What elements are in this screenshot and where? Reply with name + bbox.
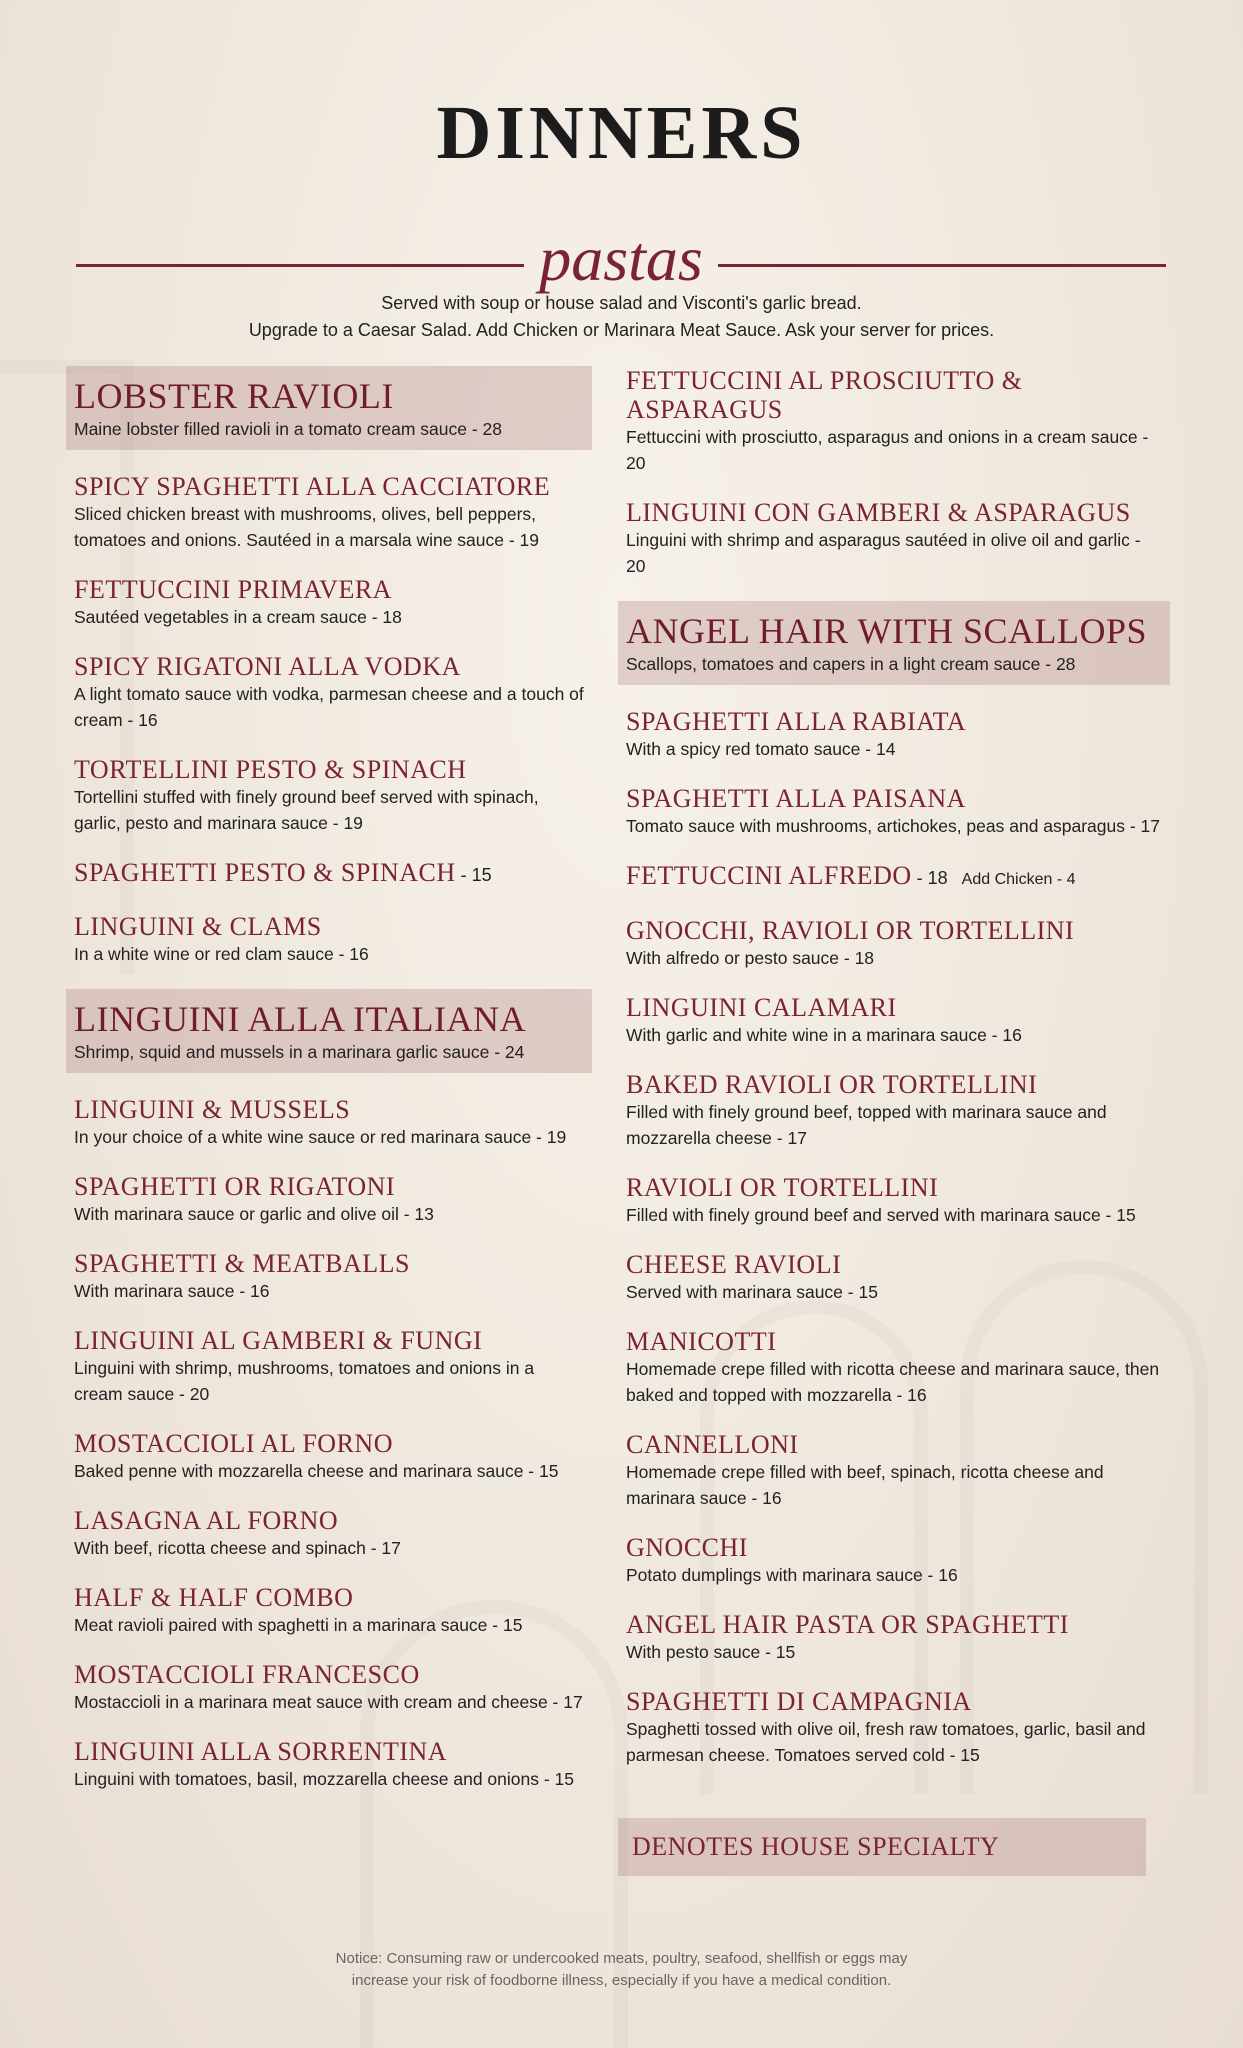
menu-item-title: LINGUINI & CLAMS bbox=[74, 912, 322, 941]
menu-item-title: ANGEL HAIR WITH SCALLOPS bbox=[626, 611, 1147, 651]
menu-item bbox=[66, 575, 592, 630]
menu-item-title: LINGUINI CALAMARI bbox=[626, 993, 897, 1022]
menu-item-description: With a spicy red tomato sauce - 14 bbox=[626, 739, 896, 759]
menu-item-name bbox=[74, 1429, 584, 1458]
menu-item-name bbox=[74, 1095, 584, 1124]
menu-item bbox=[66, 472, 592, 553]
menu-item-name bbox=[626, 784, 1162, 813]
menu-item bbox=[618, 1173, 1170, 1228]
menu-item-description: Maine lobster filled ravioli in a tomato cream sauce - 28 bbox=[74, 419, 502, 439]
menu-item-title: SPICY RIGATONI ALLA VODKA bbox=[74, 652, 461, 681]
menu-item bbox=[66, 1583, 592, 1638]
menu-item-title: GNOCCHI bbox=[626, 1533, 748, 1562]
menu-item-title: LINGUINI CON GAMBERI & ASPARAGUS bbox=[626, 498, 1131, 527]
menu-item-title: CHEESE RAVIOLI bbox=[626, 1250, 842, 1279]
menu-item-description: Fettuccini with prosciutto, asparagus and onions in a cream sauce - 20 bbox=[626, 427, 1149, 473]
menu-item-title: LOBSTER RAVIOLI bbox=[74, 376, 394, 416]
menu-item-description: Mostaccioli in a marinara meat sauce with cream and cheese - 17 bbox=[74, 1692, 583, 1712]
menu-item bbox=[618, 993, 1170, 1048]
menu-item-description: In your choice of a white wine sauce or red marinara sauce - 19 bbox=[74, 1127, 567, 1147]
menu-item-name bbox=[626, 916, 1162, 945]
menu-item bbox=[66, 1326, 592, 1407]
menu-item bbox=[66, 1737, 592, 1792]
menu-item-specialty bbox=[618, 601, 1170, 685]
menu-item-title: GNOCCHI, RAVIOLI OR TORTELLINI bbox=[626, 916, 1075, 945]
menu-item-price: - 15 bbox=[455, 865, 492, 885]
menu-item-title: ANGEL HAIR PASTA OR SPAGHETTI bbox=[626, 1610, 1069, 1639]
menu-item-name bbox=[626, 861, 1162, 894]
menu-item-description: Homemade crepe filled with ricotta cheese and marinara sauce, then baked and topped with mozzarella - 16 bbox=[626, 1359, 1160, 1405]
section-rule-right bbox=[718, 264, 1166, 267]
menu-item-title: LASAGNA AL FORNO bbox=[74, 1506, 339, 1535]
menu-item-title: SPAGHETTI ALLA RABIATA bbox=[626, 707, 967, 736]
menu-item-description: Baked penne with mozzarella cheese and marinara sauce - 15 bbox=[74, 1461, 559, 1481]
menu-item-name bbox=[626, 1610, 1162, 1639]
menu-item-name bbox=[626, 1687, 1162, 1716]
menu-item-title: FETTUCCINI AL PROSCIUTTO & ASPARAGUS bbox=[626, 366, 1023, 424]
intro-line: Served with soup or house salad and Visconti's garlic bread. bbox=[381, 293, 862, 313]
menu-item-name bbox=[74, 1506, 584, 1535]
menu-item-description: Served with marinara sauce - 15 bbox=[626, 1282, 878, 1302]
menu-item bbox=[618, 1610, 1170, 1665]
menu-item-name bbox=[74, 1326, 584, 1355]
menu-item-name bbox=[74, 999, 584, 1039]
menu-item-title: LINGUINI ALLA SORRENTINA bbox=[74, 1737, 448, 1766]
menu-item-description: Spaghetti tossed with olive oil, fresh raw tomatoes, garlic, basil and parmesan cheese. Tomatoes served cold - 15 bbox=[626, 1719, 1146, 1765]
menu-item-title: SPAGHETTI PESTO & SPINACH bbox=[74, 858, 456, 887]
section-title: pastas bbox=[539, 223, 703, 294]
menu-item-description: Linguini with tomatoes, basil, mozzarella cheese and onions - 15 bbox=[74, 1769, 575, 1789]
section-header bbox=[76, 223, 1166, 298]
section-rule-left bbox=[76, 264, 524, 267]
menu-item-title: MOSTACCIOLI FRANCESCO bbox=[74, 1660, 420, 1689]
legend-label: DENOTES HOUSE SPECIALTY bbox=[632, 1832, 1000, 1861]
menu-item bbox=[618, 1070, 1170, 1151]
menu-item-name bbox=[626, 1173, 1162, 1202]
menu-item bbox=[618, 1687, 1170, 1768]
menu-item-description: With alfredo or pesto sauce - 18 bbox=[626, 948, 875, 968]
menu-item bbox=[618, 498, 1170, 579]
menu-item-title: FETTUCCINI PRIMAVERA bbox=[74, 575, 392, 604]
menu-column-right bbox=[618, 366, 1170, 1790]
menu-item bbox=[66, 755, 592, 836]
menu-item-description: With marinara sauce - 16 bbox=[74, 1281, 270, 1301]
menu-item bbox=[618, 366, 1170, 476]
menu-item-title: FETTUCCINI ALFREDO bbox=[626, 861, 912, 890]
menu-item-name bbox=[74, 1583, 584, 1612]
menu-item-description: Scallops, tomatoes and capers in a light cream sauce - 28 bbox=[626, 654, 1076, 674]
menu-item bbox=[618, 1250, 1170, 1305]
menu-item bbox=[66, 1249, 592, 1304]
menu-item-specialty bbox=[66, 989, 592, 1073]
menu-item-price: - 18 bbox=[911, 868, 948, 888]
menu-item-title: BAKED RAVIOLI OR TORTELLINI bbox=[626, 1070, 1038, 1099]
menu-item-title: MANICOTTI bbox=[626, 1327, 777, 1356]
menu-item-name bbox=[626, 1327, 1162, 1356]
menu-item-name bbox=[74, 1249, 584, 1278]
menu-item-description: With pesto sauce - 15 bbox=[626, 1642, 796, 1662]
menu-item bbox=[66, 1660, 592, 1715]
health-notice bbox=[0, 1948, 1243, 1992]
page-title: DINNERS bbox=[436, 91, 807, 175]
menu-item-name bbox=[626, 1533, 1162, 1562]
notice-line: increase your risk of foodborne illness, especially if you have a medical condition. bbox=[351, 1972, 892, 1989]
menu-item-description: With marinara sauce or garlic and olive oil - 13 bbox=[74, 1204, 434, 1224]
menu-item bbox=[66, 1506, 592, 1561]
menu-item-name bbox=[626, 707, 1162, 736]
menu-item bbox=[66, 858, 592, 890]
menu-item-title: CANNELLONI bbox=[626, 1430, 799, 1459]
menu-item-description: With garlic and white wine in a marinara sauce - 16 bbox=[626, 1025, 1022, 1045]
menu-item-description: Meat ravioli paired with spaghetti in a marinara sauce - 15 bbox=[74, 1615, 523, 1635]
menu-item bbox=[618, 916, 1170, 971]
menu-item bbox=[618, 784, 1170, 839]
menu-item-title: RAVIOLI OR TORTELLINI bbox=[626, 1173, 939, 1202]
menu-item-title: SPAGHETTI & MEATBALLS bbox=[74, 1249, 411, 1278]
menu-item bbox=[618, 1327, 1170, 1408]
menu-item-name bbox=[74, 755, 584, 784]
menu-item-description: Sliced chicken breast with mushrooms, olives, bell peppers, tomatoes and onions. Sautéed in a marsala wine sauce - 19 bbox=[74, 504, 540, 550]
menu-item-title: SPICY SPAGHETTI ALLA CACCIATORE bbox=[74, 472, 551, 501]
menu-item-description: Homemade crepe filled with beef, spinach, ricotta cheese and marinara sauce - 16 bbox=[626, 1462, 1104, 1508]
menu-item-title: LINGUINI AL GAMBERI & FUNGI bbox=[74, 1326, 483, 1355]
menu-item-name bbox=[626, 1250, 1162, 1279]
menu-item-description: In a white wine or red clam sauce - 16 bbox=[74, 944, 369, 964]
intro-line: Upgrade to a Caesar Salad. Add Chicken or Marinara Meat Sauce. Ask your server for prices. bbox=[248, 320, 995, 340]
menu-item-name bbox=[74, 912, 584, 941]
menu-item-name bbox=[74, 575, 584, 604]
section-intro bbox=[0, 290, 1243, 344]
menu-item-name bbox=[626, 611, 1162, 651]
menu-item-name bbox=[74, 376, 584, 416]
menu-item-name bbox=[74, 1172, 584, 1201]
menu-column-left bbox=[66, 366, 592, 1814]
menu-item-title: HALF & HALF COMBO bbox=[74, 1583, 354, 1612]
menu-item-description: Linguini with shrimp, mushrooms, tomatoes and onions in a cream sauce - 20 bbox=[74, 1358, 535, 1404]
menu-item bbox=[66, 1429, 592, 1484]
menu-item-name bbox=[626, 498, 1162, 527]
menu-item-description: A light tomato sauce with vodka, parmesan cheese and a touch of cream - 16 bbox=[74, 684, 584, 730]
menu-item-description: Sautéed vegetables in a cream sauce - 18 bbox=[74, 607, 402, 627]
menu-item bbox=[618, 861, 1170, 894]
menu-item-name bbox=[74, 1737, 584, 1766]
menu-item-description: Linguini with shrimp and asparagus sautéed in olive oil and garlic - 20 bbox=[626, 530, 1141, 576]
menu-item-description: Potato dumplings with marinara sauce - 16 bbox=[626, 1565, 958, 1585]
menu-item-description: Filled with finely ground beef, topped with marinara sauce and mozzarella cheese - 17 bbox=[626, 1102, 1107, 1148]
menu-item-addon: Add Chicken - 4 bbox=[961, 871, 1076, 888]
menu-item-description: With beef, ricotta cheese and spinach - 17 bbox=[74, 1538, 401, 1558]
menu-item-title: LINGUINI ALLA ITALIANA bbox=[74, 999, 527, 1039]
menu-item-name bbox=[74, 1660, 584, 1689]
menu-item bbox=[66, 652, 592, 733]
menu-item-description: Tortellini stuffed with finely ground beef served with spinach, garlic, pesto and marinara sauce - 19 bbox=[74, 787, 539, 833]
menu-item-description: Tomato sauce with mushrooms, artichokes, peas and asparagus - 17 bbox=[626, 816, 1161, 836]
menu-item-name bbox=[626, 993, 1162, 1022]
menu-item-name bbox=[74, 652, 584, 681]
menu-item-name bbox=[626, 1430, 1162, 1459]
menu-item-description: Filled with finely ground beef and served with marinara sauce - 15 bbox=[626, 1205, 1136, 1225]
menu-item bbox=[618, 1430, 1170, 1511]
menu-item-title: TORTELLINI PESTO & SPINACH bbox=[74, 755, 467, 784]
menu-item-title: SPAGHETTI DI CAMPAGNIA bbox=[626, 1687, 972, 1716]
menu-item-title: SPAGHETTI OR RIGATONI bbox=[74, 1172, 396, 1201]
house-specialty-legend bbox=[618, 1818, 1146, 1876]
menu-item-specialty bbox=[66, 366, 592, 450]
menu-item-name bbox=[74, 858, 584, 890]
menu-item-name bbox=[74, 472, 584, 501]
menu-item-title: MOSTACCIOLI AL FORNO bbox=[74, 1429, 393, 1458]
menu-item-title: LINGUINI & MUSSELS bbox=[74, 1095, 351, 1124]
menu-item-name bbox=[626, 1070, 1162, 1099]
menu-item-description: Shrimp, squid and mussels in a marinara garlic sauce - 24 bbox=[74, 1042, 525, 1062]
menu-item bbox=[618, 707, 1170, 762]
menu-item bbox=[66, 1172, 592, 1227]
menu-item-title: SPAGHETTI ALLA PAISANA bbox=[626, 784, 966, 813]
menu-item bbox=[66, 912, 592, 967]
notice-line: Notice: Consuming raw or undercooked meats, poultry, seafood, shellfish or eggs may bbox=[335, 1950, 908, 1967]
menu-item bbox=[618, 1533, 1170, 1588]
menu-item-name bbox=[626, 366, 1162, 424]
menu-item bbox=[66, 1095, 592, 1150]
